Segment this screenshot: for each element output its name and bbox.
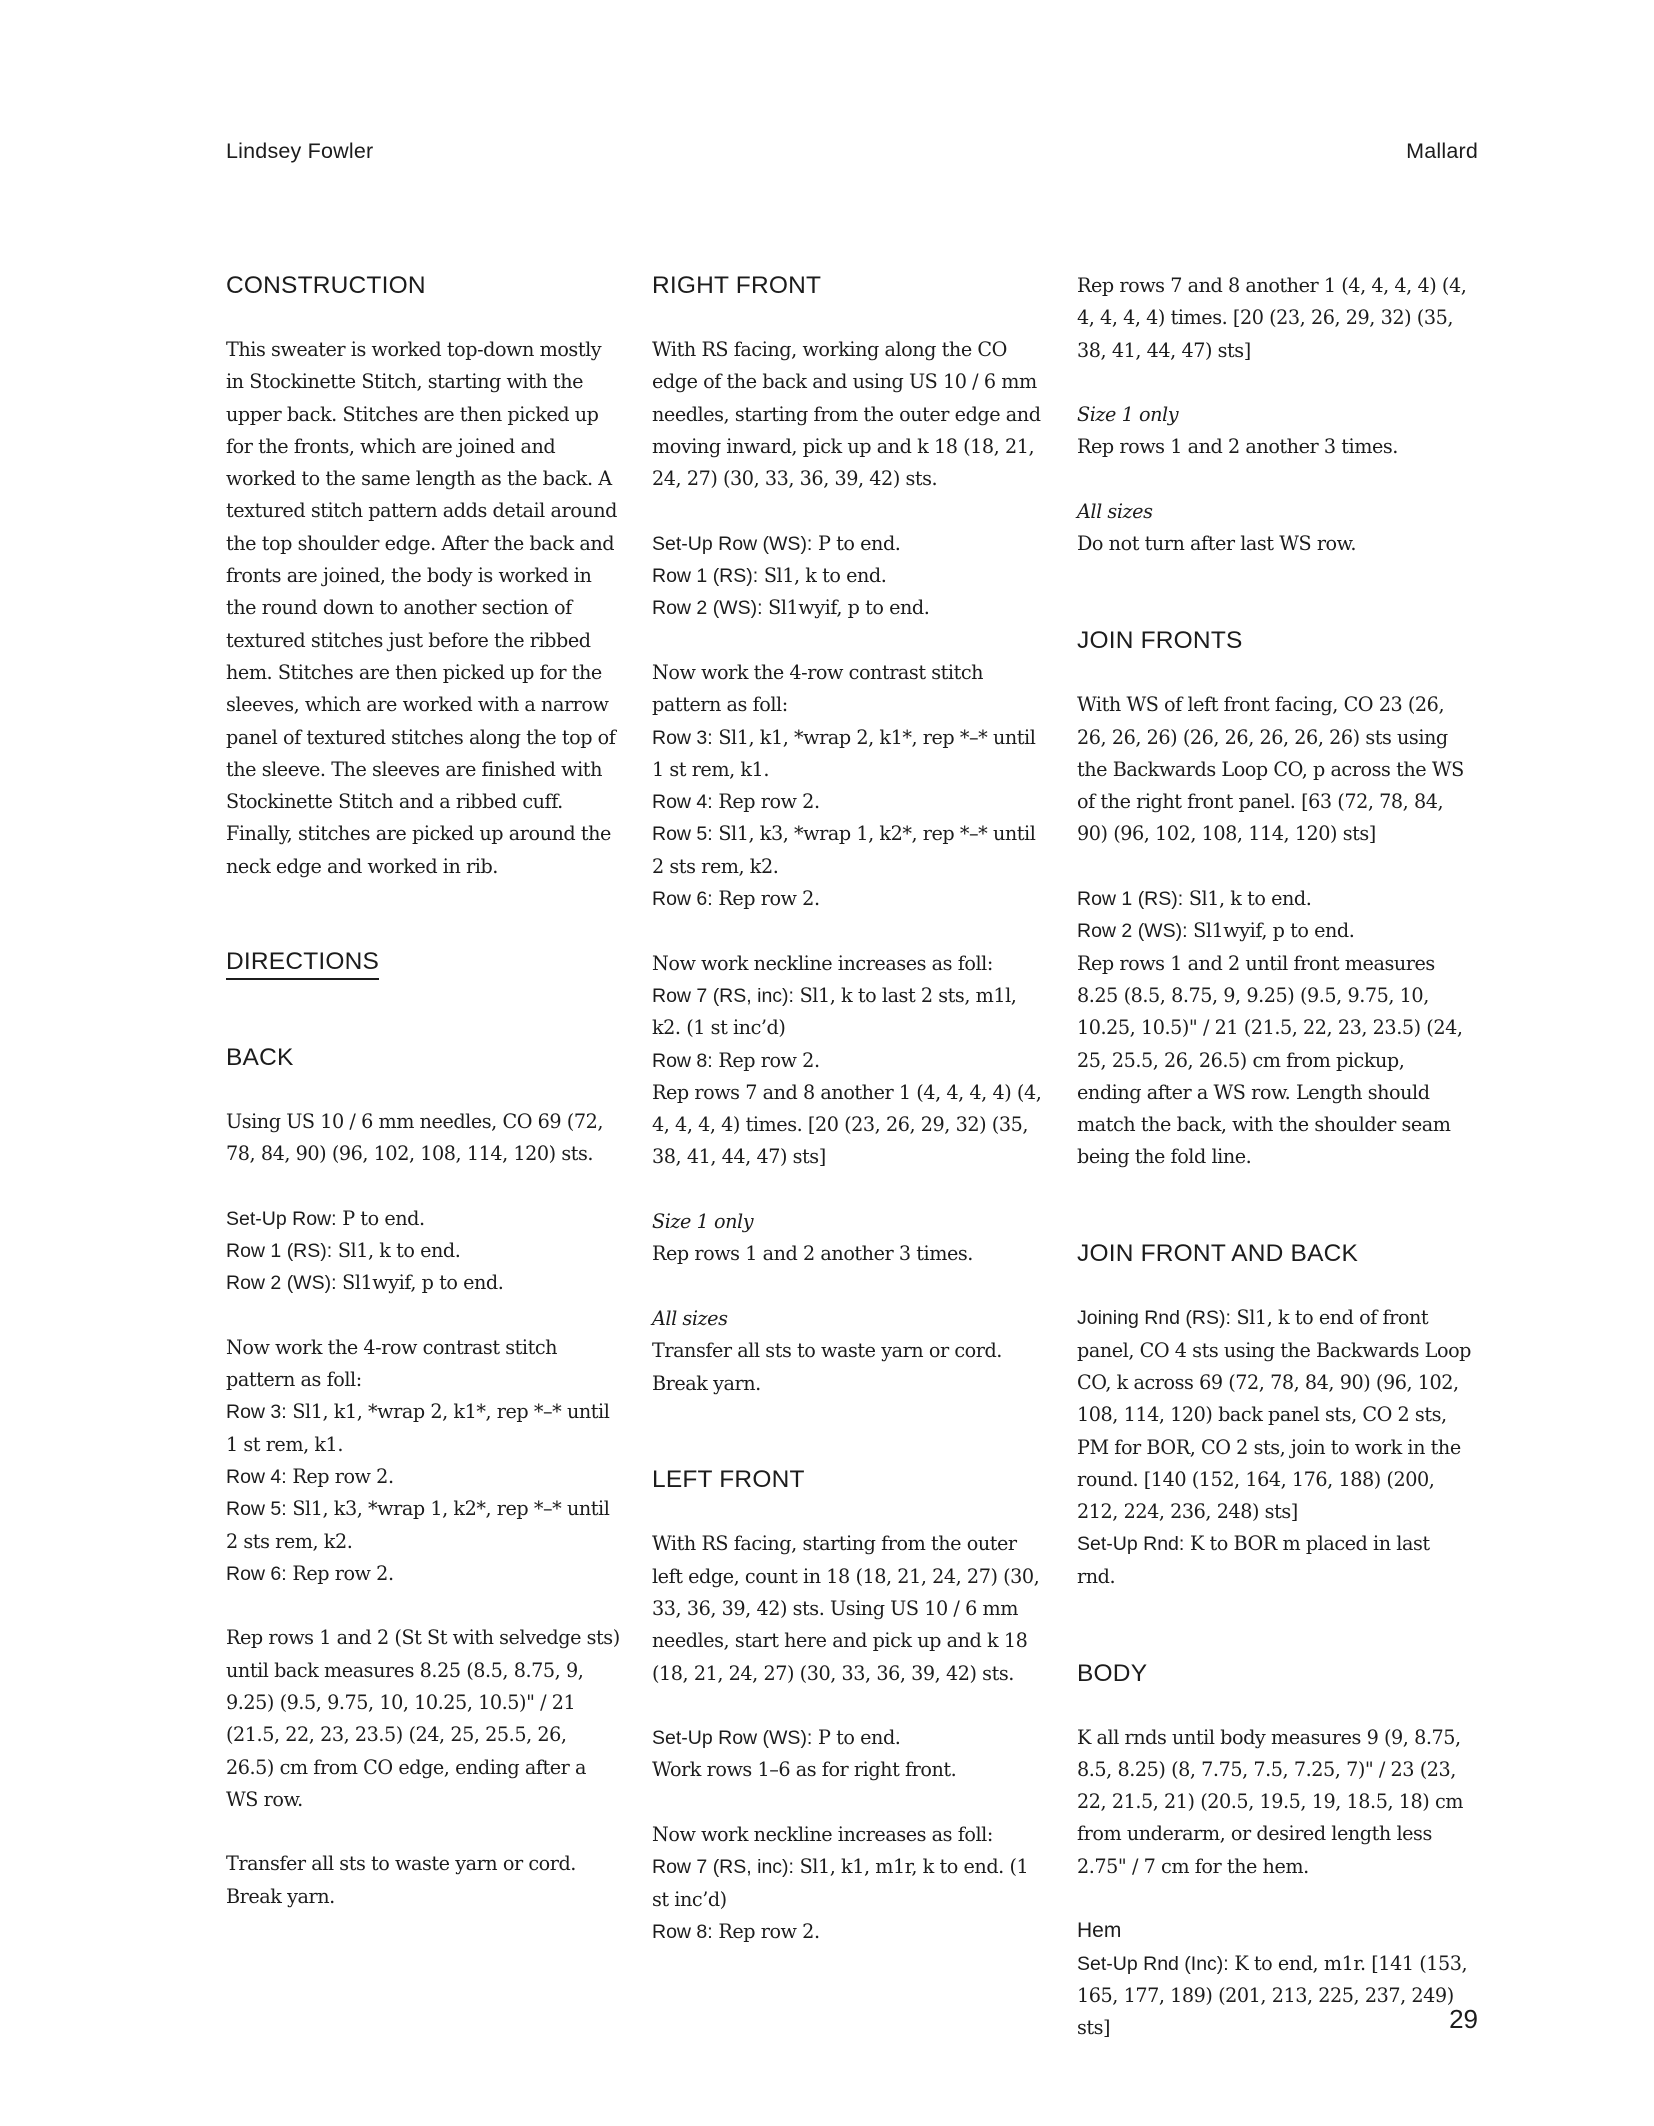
rf-allsizes-text: Transfer all sts to waste yarn or cord. Break yarn. — [652, 1339, 1002, 1395]
column-2 — [652, 270, 1046, 1948]
left-front-intro: With RS facing, starting from the outer left edge, count in 18 (18, 21, 24, 27) (30, 33, 36, 39, 42) sts. Using US 10 / 6 mm needles, start here and pick up and k 18 (18, 21, 24, 27) (30, 33, 36, 39, 42) sts. — [652, 1532, 1040, 1685]
body-heading: BODY — [1077, 1659, 1148, 1687]
row-label: Row 5: — [652, 823, 713, 846]
row-text: P to end. — [812, 1726, 901, 1750]
row-label: Row 3: — [226, 1401, 287, 1424]
row-text: Sl1wyif, p to end. — [762, 596, 930, 620]
row-label: Row 6: — [652, 888, 713, 911]
rf-row-5 — [652, 818, 1046, 883]
row-text: Sl1, k to end of front panel, CO 4 sts using the Backwards Loop CO, k across 69 (72, 78, 84, 90) (96, 102, 108, 114, 120) back panel sts, CO 2 sts, PM for BOR, CO 2 sts, join to work in the round. [140 (152, 164, 176, 188) (200, 212, 224, 236, 248) sts] — [1077, 1306, 1471, 1524]
rf-row-4 — [652, 786, 1046, 818]
row-text: Sl1, k to last 2 sts, m1l, k2. (1 st inc’d) — [652, 983, 1017, 1040]
row-text: P to end. — [812, 531, 901, 555]
lf-work-rows: Work rows 1–6 as for right front. — [652, 1758, 957, 1782]
row-label: Row 8: — [652, 1049, 713, 1072]
row-text: K to BOR m placed in last rnd. — [1077, 1532, 1430, 1588]
back-contrast-intro: Now work the 4-row contrast stitch pattern as foll: — [226, 1335, 558, 1392]
row-label: Row 6: — [226, 1562, 287, 1585]
row-text: Sl1, k1, *wrap 2, k1*, rep *–* until 1 st rem, k1. — [652, 725, 1036, 781]
back-row-6 — [226, 1558, 620, 1590]
back-row-4 — [226, 1461, 620, 1493]
row-label: Set-Up Rnd (Inc): — [1077, 1952, 1229, 1975]
body-text: K all rnds until body measures 9 (9, 8.75, 8.5, 8.25) (8, 7.75, 7.5, 7.25, 7)" / 23 (23, 22, 21.5, 21) (20.5, 19.5, 19, 18.5, 18) cm from underarm, or desired length less 2.75" / 7 cm for the hem. — [1077, 1725, 1463, 1878]
row-text: Sl1, k1, m1r, k to end. (1 st inc’d) — [652, 1855, 1029, 1911]
back-repeat-text: Rep rows 1 and 2 (St St with selvedge sts) until back measures 8.25 (8.5, 8.75, 9, 9.25) (9.5, 9.75, 10, 10.25, 10.5)" / 21 (21.5, 22, 23, 23.5) (24, 25, 25.5, 26, 26.5) cm from CO edge, ending after a WS row. — [226, 1626, 620, 1811]
row-text: Sl1wyif, p to end. — [336, 1271, 504, 1295]
hem-setup-rnd — [1077, 1948, 1471, 2045]
back-heading: BACK — [226, 1043, 294, 1071]
row-text: K to end, m1r. [141 (153, 165, 177, 189) (201, 213, 225, 237, 249) sts] — [1077, 1951, 1468, 2040]
back-intro: Using US 10 / 6 mm needles, CO 69 (72, 78, 84, 90) (96, 102, 108, 114, 120) sts. — [226, 1109, 603, 1165]
column-3 — [1077, 270, 1471, 2045]
row-text: Sl1wyif, p to end. — [1187, 919, 1355, 943]
directions-heading: DIRECTIONS — [226, 948, 379, 980]
row-text: Sl1, k to end. — [332, 1238, 461, 1262]
row-label: Joining Rnd (RS): — [1077, 1307, 1231, 1330]
join-fronts-text: With WS of left front facing, CO 23 (26, 26, 26, 26) (26, 26, 26, 26, 26) sts using the Backwards Loop CO, p across the WS of the right front panel. [63 (72, 78, 84, 90) (96, 102, 108, 114, 120) sts] — [1077, 693, 1464, 846]
back-row-1 — [226, 1235, 620, 1267]
jf-repeat-text: Rep rows 1 and 2 until front measures 8.25 (8.5, 8.75, 9, 9.25) (9.5, 9.75, 10, 10.25, 10.5)" / 21 (21.5, 22, 23, 23.5) (24, 25, 25.5, 26, 26.5) cm from pickup, ending after a WS row. Length should match the back, with the shoulder seam being the fold line. — [1077, 951, 1463, 1169]
header-pattern-name: Mallard — [1406, 139, 1478, 163]
header-author: Lindsey Fowler — [226, 139, 374, 163]
jf-row-2 — [1077, 915, 1471, 947]
row-text: Sl1, k to end. — [758, 564, 887, 588]
rf-allsizes-label: All sizes — [652, 1306, 728, 1330]
row-label: Set-Up Row (WS): — [652, 1727, 813, 1750]
row-label: Row 3: — [652, 726, 713, 749]
lf-row-7 — [652, 1851, 1046, 1916]
row-text: Sl1, k to end. — [1183, 887, 1312, 911]
page-number: 29 — [1449, 2004, 1478, 2034]
row-text: Rep row 2. — [712, 790, 820, 814]
right-front-intro: With RS facing, working along the CO edge of the back and using US 10 / 6 mm needles, starting from the outer edge and moving inward, pick up and k 18 (18, 21, 24, 27) (30, 33, 36, 39, 42) sts. — [652, 338, 1041, 491]
row-text: Sl1, k3, *wrap 1, k2*, rep *–* until 2 sts rem, k2. — [652, 822, 1036, 878]
construction-heading: CONSTRUCTION — [226, 272, 426, 299]
lf-allsizes-label: All sizes — [1077, 500, 1153, 524]
left-front-heading: LEFT FRONT — [652, 1466, 805, 1494]
row-label: Row 1 (RS): — [1077, 888, 1184, 911]
rf-neck-intro: Now work neckline increases as foll: — [652, 951, 993, 975]
back-setup-row — [226, 1203, 620, 1235]
right-front-heading: RIGHT FRONT — [652, 272, 822, 299]
hem-subheading: Hem — [1077, 1919, 1122, 1943]
lf-size1-label: Size 1 only — [1077, 403, 1179, 427]
row-label: Row 4: — [226, 1465, 287, 1488]
rf-row-6 — [652, 883, 1046, 915]
back-row-3 — [226, 1396, 620, 1461]
rf-row-7 — [652, 980, 1046, 1045]
back-row-5 — [226, 1493, 620, 1558]
rf-setup-row — [652, 528, 1046, 560]
rf-row-3 — [652, 722, 1046, 787]
row-label: Row 1 (RS): — [226, 1239, 333, 1262]
rf-size1-text: Rep rows 1 and 2 another 3 times. — [652, 1242, 973, 1266]
row-label: Row 7 (RS, inc): — [652, 984, 794, 1007]
rf-row-2 — [652, 592, 1046, 624]
jf-row-1 — [1077, 883, 1471, 915]
row-text: Rep row 2. — [286, 1464, 394, 1488]
row-label: Row 2 (WS): — [1077, 920, 1188, 943]
construction-text: This sweater is worked top-down mostly in Stockinette Stitch, starting with the upper back. Stitches are then picked up for the fronts, which are joined and worked to the same length as the back. A textured stitch pattern adds detail around the top shoulder edge. After the back and fronts are joined, the body is worked in the round down to another section of textured stitches just before the ribbed hem. Stitches are then picked up for the sleeves, which are worked with a narrow panel of textured stitches along the top of the sleeve. The sleeves are finished with Stockinette Stitch and a ribbed cuff. Finally, stitches are picked up around the neck edge and worked in rib. — [226, 338, 617, 878]
rf-row-1 — [652, 560, 1046, 592]
row-text: Rep row 2. — [286, 1561, 394, 1585]
rf-contrast-intro: Now work the 4-row contrast stitch pattern as foll: — [652, 660, 984, 717]
row-text: Rep row 2. — [712, 1048, 820, 1072]
row-label: Set-Up Row (WS): — [652, 532, 813, 555]
lf-size1-text: Rep rows 1 and 2 another 3 times. — [1077, 435, 1398, 459]
row-label: Row 7 (RS, inc): — [652, 1856, 794, 1879]
join-front-back-heading: JOIN FRONT AND BACK — [1077, 1240, 1359, 1268]
row-label: Set-Up Row: — [226, 1207, 337, 1230]
column-1 — [226, 270, 620, 1913]
row-text: Rep row 2. — [712, 887, 820, 911]
joining-rnd — [1077, 1302, 1471, 1528]
row-label: Row 1 (RS): — [652, 565, 759, 588]
back-row-2 — [226, 1267, 620, 1299]
row-text: Sl1, k3, *wrap 1, k2*, rep *–* until 2 sts rem, k2. — [226, 1497, 610, 1553]
row-label: Row 2 (WS): — [226, 1272, 337, 1295]
setup-rnd — [1077, 1528, 1471, 1593]
row-label: Row 8: — [652, 1920, 713, 1943]
lf-allsizes-text: Do not turn after last WS row. — [1077, 532, 1356, 556]
row-text: Sl1, k1, *wrap 2, k1*, rep *–* until 1 st rem, k1. — [226, 1400, 610, 1456]
row-label: Set-Up Rnd: — [1077, 1533, 1185, 1556]
rf-repeat-7-8: Rep rows 7 and 8 another 1 (4, 4, 4, 4) (4, 4, 4, 4, 4) times. [20 (23, 26, 29, 32) (35, 38, 41, 44, 47) sts] — [652, 1080, 1042, 1169]
row-label: Row 2 (WS): — [652, 597, 763, 620]
lf-setup-row — [652, 1722, 1046, 1754]
lf-neck-intro: Now work neckline increases as foll: — [652, 1823, 993, 1847]
rf-row-8 — [652, 1045, 1046, 1077]
row-label: Row 5: — [226, 1498, 287, 1521]
back-transfer-text: Transfer all sts to waste yarn or cord. Break yarn. — [226, 1852, 576, 1908]
row-text: Rep row 2. — [712, 1919, 820, 1943]
rf-size1-label: Size 1 only — [652, 1210, 754, 1234]
row-label: Row 4: — [652, 791, 713, 814]
lf-repeat-7-8: Rep rows 7 and 8 another 1 (4, 4, 4, 4) (4, 4, 4, 4, 4) times. [20 (23, 26, 29, 32) (35, 38, 41, 44, 47) sts] — [1077, 274, 1467, 362]
row-text: P to end. — [336, 1206, 425, 1230]
lf-row-8 — [652, 1916, 1046, 1948]
join-fronts-heading: JOIN FRONTS — [1077, 627, 1243, 655]
